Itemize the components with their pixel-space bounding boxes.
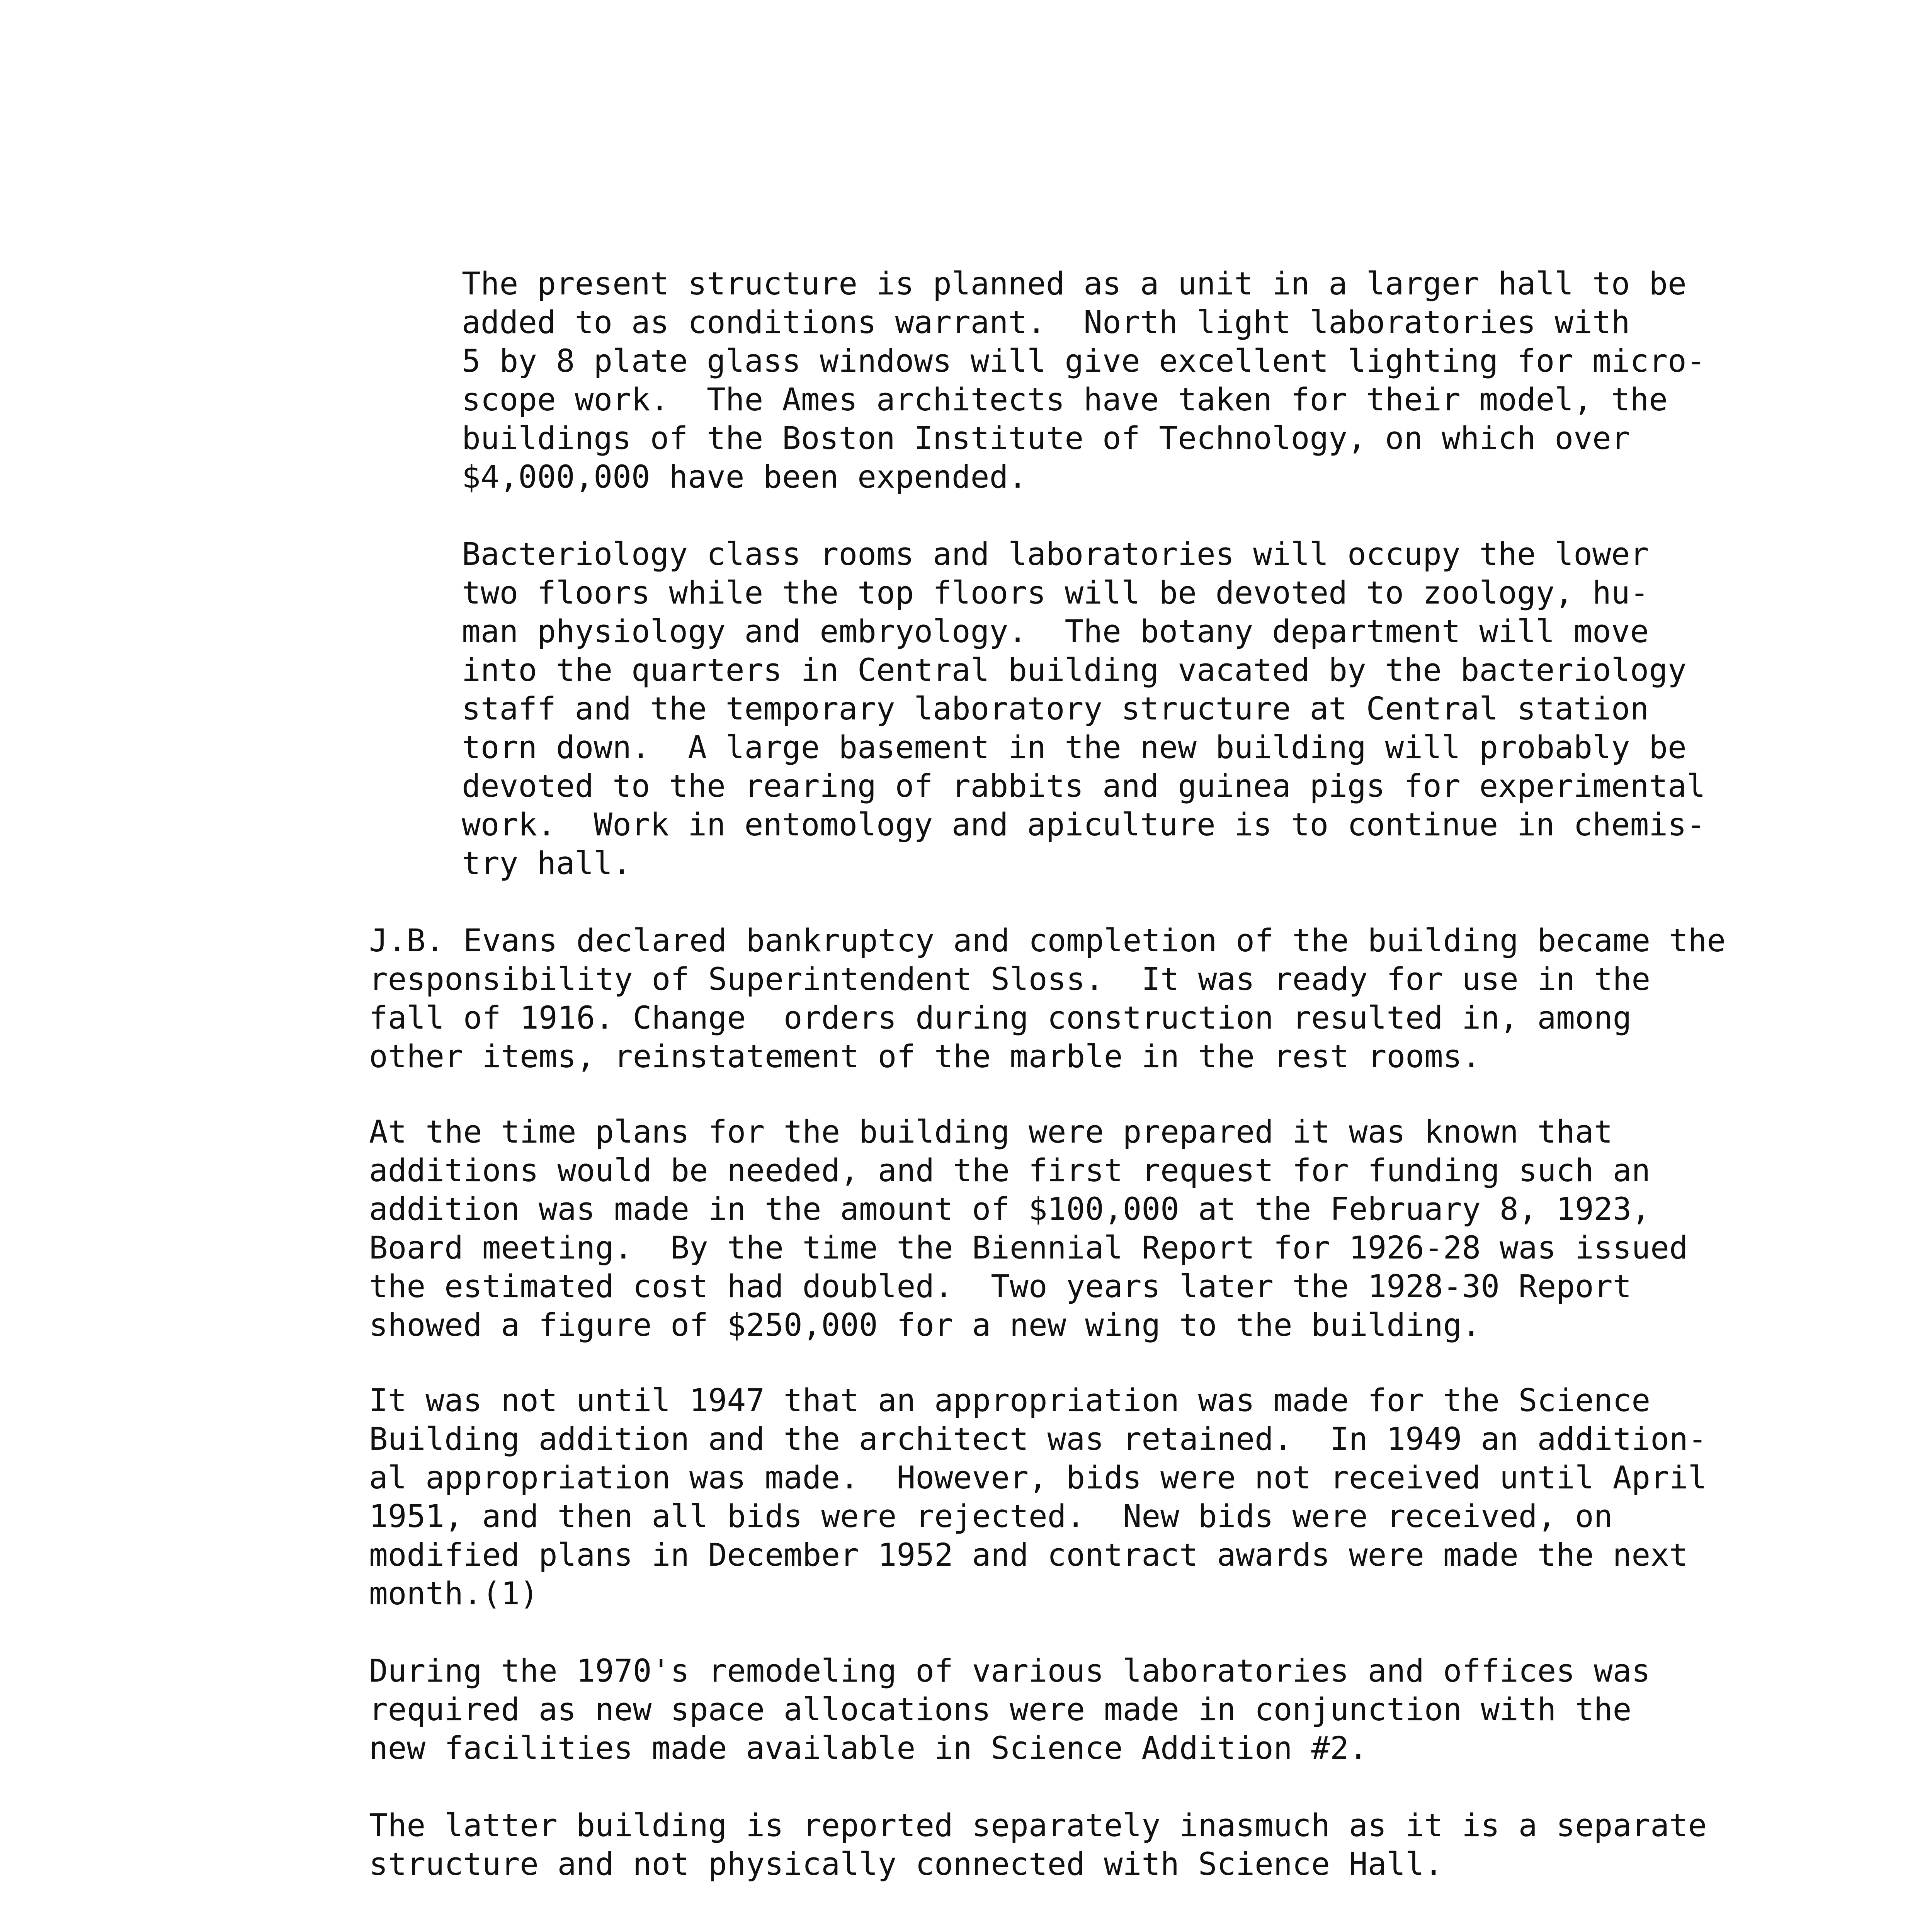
text-line: fall of 1916. Change orders during construction resulted in, among xyxy=(369,1000,1632,1036)
body-paragraph-7 xyxy=(369,1806,1707,1884)
body-paragraph-4 xyxy=(369,1113,1688,1345)
text-line: 5 by 8 plate glass windows will give excellent lighting for micro- xyxy=(462,343,1706,379)
text-line: $4,000,000 have been expended. xyxy=(462,459,1027,495)
text-line: the estimated cost had doubled. Two years later the 1928-30 Report xyxy=(369,1269,1632,1305)
text-line: Board meeting. By the time the Biennial Report for 1926-28 was issued xyxy=(369,1230,1688,1266)
text-line: structure and not physically connected with Science Hall. xyxy=(369,1846,1443,1883)
text-line: During the 1970's remodeling of various laboratories and offices was xyxy=(369,1653,1651,1689)
text-line: Building addition and the architect was retained. In 1949 an addition- xyxy=(369,1421,1707,1458)
text-line: J.B. Evans declared bankruptcy and completion of the building became the xyxy=(369,923,1726,959)
body-paragraph-3 xyxy=(369,922,1726,1076)
quoted-paragraph-1 xyxy=(462,265,1706,497)
text-line: into the quarters in Central building vacated by the bacteriology xyxy=(462,652,1687,689)
text-line: modified plans in December 1952 and contract awards were made the next xyxy=(369,1537,1688,1573)
text-line: other items, reinstatement of the marble in the rest rooms. xyxy=(369,1039,1481,1075)
text-line: work. Work in entomology and apiculture is to continue in chemis- xyxy=(462,807,1706,843)
text-line: showed a figure of $250,000 for a new wing to the building. xyxy=(369,1307,1481,1344)
text-line: try hall. xyxy=(462,845,631,882)
body-paragraph-5 xyxy=(369,1381,1707,1613)
text-line: staff and the temporary laboratory structure at Central station xyxy=(462,691,1649,727)
text-line: new facilities made available in Science Addition #2. xyxy=(369,1730,1368,1767)
text-line: added to as conditions warrant. North light laboratories with xyxy=(462,304,1630,341)
text-line: 1951, and then all bids were rejected. New bids were received, on xyxy=(369,1498,1613,1535)
text-line: addition was made in the amount of $100,000 at the February 8, 1923, xyxy=(369,1191,1651,1228)
text-line: al appropriation was made. However, bids were not received until April xyxy=(369,1460,1707,1496)
text-line: responsibility of Superintendent Sloss. It was ready for use in the xyxy=(369,961,1651,998)
quoted-paragraph-2 xyxy=(462,535,1706,883)
text-line: buildings of the Boston Institute of Technology, on which over xyxy=(462,420,1630,457)
body-paragraph-6 xyxy=(369,1652,1650,1768)
text-line: additions would be needed, and the first request for funding such an xyxy=(369,1153,1651,1189)
text-line: The latter building is reported separately inasmuch as it is a separate xyxy=(369,1808,1707,1844)
text-line: It was not until 1947 that an appropriation was made for the Science xyxy=(369,1383,1651,1419)
text-line: The present structure is planned as a unit in a larger hall to be xyxy=(462,266,1687,302)
text-line: scope work. The Ames architects have taken for their model, the xyxy=(462,382,1668,418)
text-line: Bacteriology class rooms and laboratories will occupy the lower xyxy=(462,536,1649,573)
text-line: required as new space allocations were made in conjunction with the xyxy=(369,1692,1632,1728)
text-line: At the time plans for the building were prepared it was known that xyxy=(369,1114,1613,1150)
text-line: two floors while the top floors will be devoted to zoology, hu- xyxy=(462,575,1649,611)
text-line: man physiology and embryology. The botany department will move xyxy=(462,614,1649,650)
text-line: torn down. A large basement in the new building will probably be xyxy=(462,730,1687,766)
text-line: devoted to the rearing of rabbits and guinea pigs for experimental xyxy=(462,768,1706,804)
text-line: month.(1) xyxy=(369,1576,539,1612)
